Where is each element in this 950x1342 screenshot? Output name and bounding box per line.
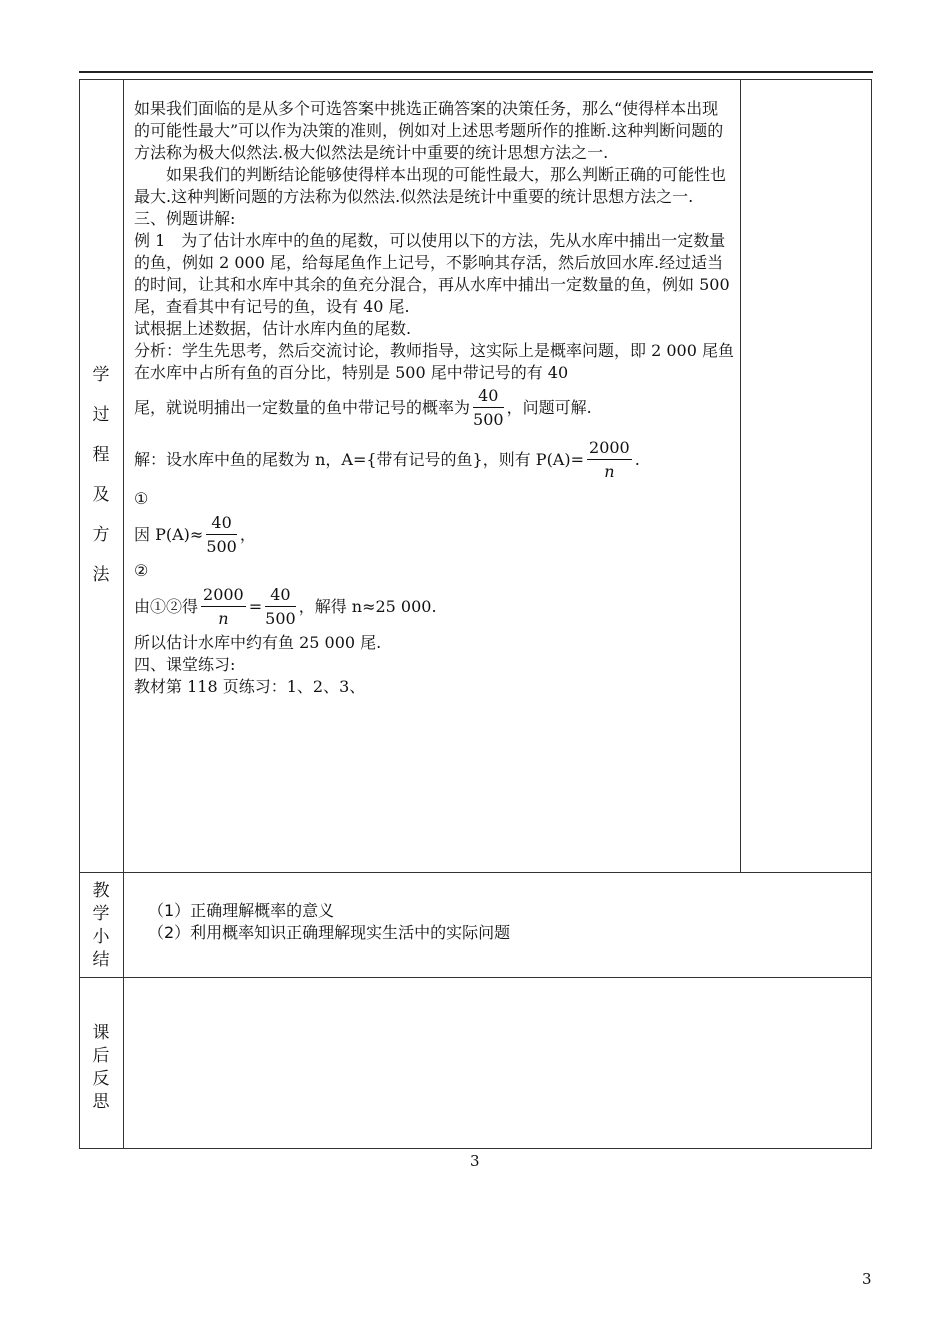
equation-marker-1: ① [134,489,149,508]
page-number-corner: 3 [862,1270,872,1288]
top-rule [79,71,873,73]
summary-item-1: （1）正确理解概率的意义 [148,901,335,920]
page-number-center: 3 [470,1152,480,1170]
reflection-label: 课 后 反 思 [92,1023,110,1112]
fraction-40-500-b: $\frac{40}{500}$ [206,513,237,556]
fraction-2000-n-b: $\frac{2000}{n}$ [203,585,244,628]
exercise-text: 教材第 118 页练习：1、2、3、 [134,677,366,696]
summary-content [148,900,510,944]
paragraph-max-likelihood: 如果我们面临的是从多个可选答案中挑选正确答案的决策任务，那么“使得样本出现的可能性最大”可以作为决策的准则，例如对上述思考题所作的推断.这种判断问题的方法称为极大似然法.极大似然法是统计中重要的统计思想方法之一. [134,99,724,162]
fraction-2000-n: $\frac{2000}{n}$ [589,438,630,481]
summary-label: 教 学 小 结 [92,881,110,970]
analysis-text: 分析：学生先思考，然后交流讨论，教师指导，这实际上是概率问题，即 2 000 尾鱼在水库中占所有鱼的百分比，特别是 500 尾中带记号的有 40 [134,341,734,382]
fraction-40-500-c: $\frac{40}{500}$ [265,585,296,628]
lesson-content [134,98,734,698]
example-task: 试根据上述数据，估计水库内鱼的尾数. [134,319,412,338]
example-1: 例 1 为了估计水库中的鱼的尾数，可以使用以下的方法，先从水库中捕出一定数量的鱼，例如 2 000 尾，给每尾鱼作上记号，不影响其存活，然后放回水库.经过适当的时间，让其和水库中其余的鱼充分混合，再从水库中捕出一定数量的鱼，例如 500 尾，查看其中有记号的鱼，设有 40 尾. [134,231,730,316]
heading-practice: 四、课堂练习: [134,655,236,674]
paragraph-likelihood: 如果我们的判断结论能够使得样本出现的可能性最大，那么判断正确的可能性也最大.这种判断问题的方法称为似然法.似然法是统计中重要的统计思想方法之一. [134,165,727,206]
conclusion-text: 所以估计水库中约有鱼 25 000 尾. [134,633,382,652]
notes-column-divider [740,80,741,872]
heading-examples: 三、例题讲解: [134,209,236,228]
fraction-40-500: $\frac{40}{500}$ [473,386,504,429]
summary-item-2: （2）利用概率知识正确理解现实生活中的实际问题 [148,923,511,942]
analysis-end-line: 尾，就说明捕出一定数量的鱼中带记号的概率为 $\frac{40}{500}$ ，问题可解. [134,386,592,429]
row-divider-1 [80,872,871,873]
combined-equation-line: 由①②得 $\frac{2000}{n}$ = $\frac{40}{500}$ ，解得 n≈25 000. [134,585,437,628]
solution-line: 解：设水库中鱼的尾数为 n，A={带有记号的鱼}，则有 P(A)= $\frac{2000}{n}$ . [134,438,640,481]
process-method-label: 学 过 程 及 方 法 [92,365,110,585]
because-line: 因 P(A)≈ $\frac{40}{500}$ ， [134,513,256,556]
row-divider-2 [80,977,871,978]
equation-marker-2: ② [134,561,149,580]
label-column-divider [123,80,124,1148]
